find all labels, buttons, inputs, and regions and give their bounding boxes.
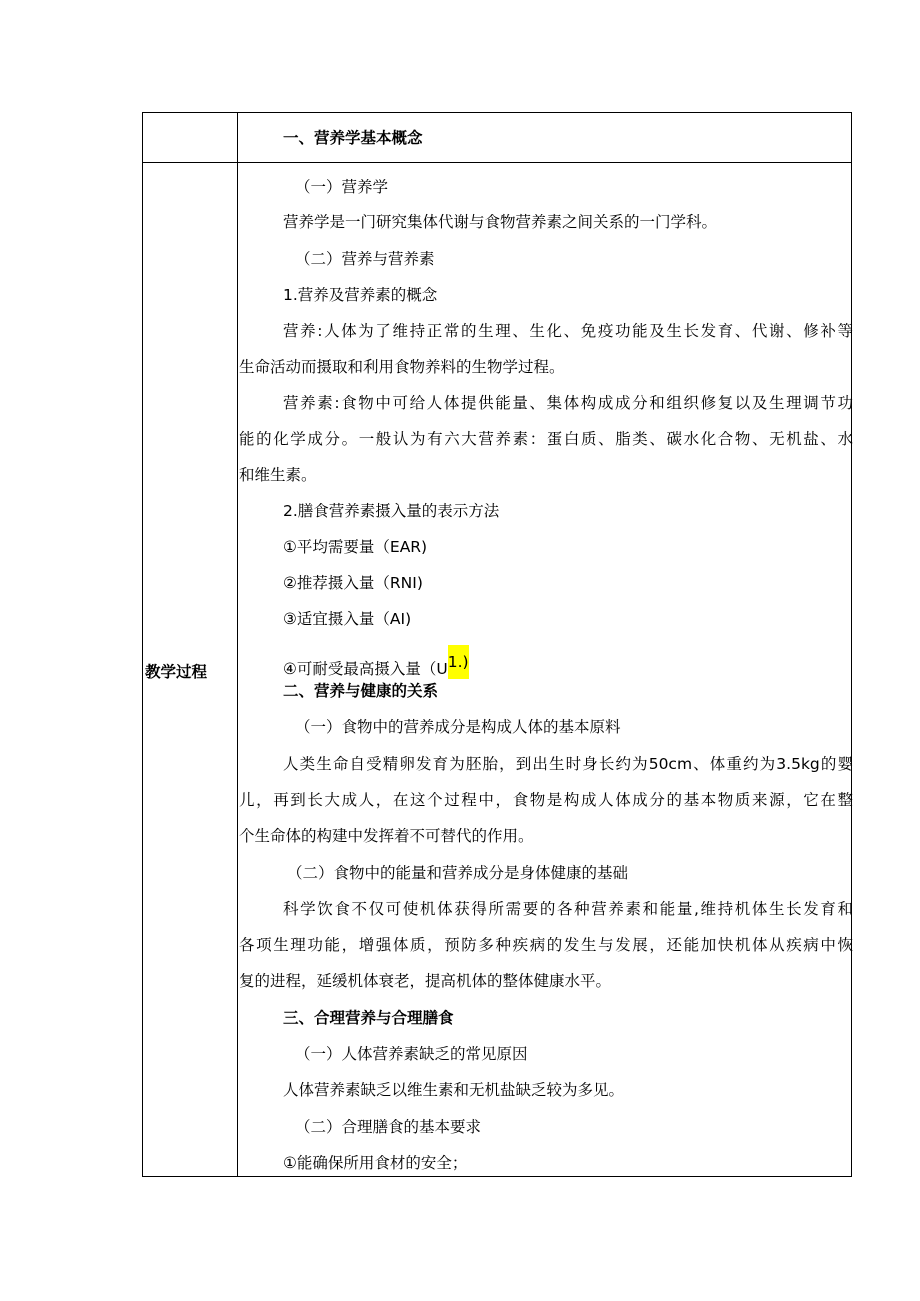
subheading: （一）食物中的营养成分是构成人体的基本原料 [295, 718, 621, 736]
subheading: （二）营养与营养素 [295, 250, 435, 268]
paragraph-line: 和维生素。 [239, 466, 317, 484]
paragraph-line: 个生命体的构建中发挥着不可替代的作用。 [239, 827, 534, 845]
section-heading: 一、营养学基本概念 [283, 129, 423, 147]
paragraph-line: 各项生理功能，增强体质，预防多种疾病的发生与发展，还能加快机体从疾病中恢 [239, 936, 853, 954]
paragraph-line: 营养素:食物中可给人体提供能量、集体构成成分和组织修复以及生理调节功 [283, 394, 853, 412]
section-heading: 二、营养与健康的关系 [283, 682, 439, 700]
subheading: （一）营养学 [295, 178, 389, 196]
paragraph-line: 人类生命自受精卵发育为胚胎，到出生时身长约为50cm、体重约为3.5kg的婴 [283, 755, 853, 773]
list-item-text: ④可耐受最高摄入量（U [283, 660, 448, 678]
paragraph-line: 人体营养素缺乏以维生素和无机盐缺乏较为多见。 [283, 1081, 625, 1099]
list-item [283, 645, 469, 679]
list-item: ③适宜摄入量（AI) [283, 610, 412, 628]
list-heading: 2.膳食营养素摄入量的表示方法 [283, 502, 500, 520]
paragraph-line: 复的进程，延缓机体衰老，提高机体的整体健康水平。 [239, 972, 612, 990]
list-item: ①平均需要量（EAR) [283, 538, 428, 556]
paragraph-line: 生命活动而摄取和利用食物养料的生物学过程。 [239, 358, 565, 376]
lesson-table [142, 112, 852, 1177]
paragraph-line: 儿，再到长大成人，在这个过程中，食物是构成人体成分的基本物质来源，它在整 [239, 791, 853, 809]
paragraph-line: 营养:人体为了维持正常的生理、生化、免疫功能及生长发育、代谢、修补等 [283, 322, 853, 340]
subheading: （二）合理膳食的基本要求 [295, 1118, 482, 1136]
side-label: 教学过程 [145, 663, 208, 681]
list-heading: 1.营养及营养素的概念 [283, 286, 438, 304]
paragraph-line: 营养学是一门研究集体代谢与食物营养素之间关系的一门学科。 [283, 213, 718, 231]
section-heading: 三、合理营养与合理膳食 [283, 1009, 454, 1027]
subheading: （一）人体营养素缺乏的常见原因 [295, 1045, 528, 1063]
content-column [239, 113, 851, 1176]
table-column-divider [237, 113, 238, 1176]
list-item: ②推荐摄入量（RNI) [283, 574, 423, 592]
subheading: （二）食物中的能量和营养成分是身体健康的基础 [287, 864, 629, 882]
paragraph-line: 科学饮食不仅可使机体获得所需要的各种营养素和能量,维持机体生长发育和 [283, 900, 853, 918]
list-item: ①能确保所用食材的安全； [283, 1154, 468, 1172]
highlighted-text: 1.) [448, 645, 469, 679]
paragraph-line: 能的化学成分。一般认为有六大营养素：蛋白质、脂类、碳水化合物、无机盐、水 [239, 430, 853, 448]
